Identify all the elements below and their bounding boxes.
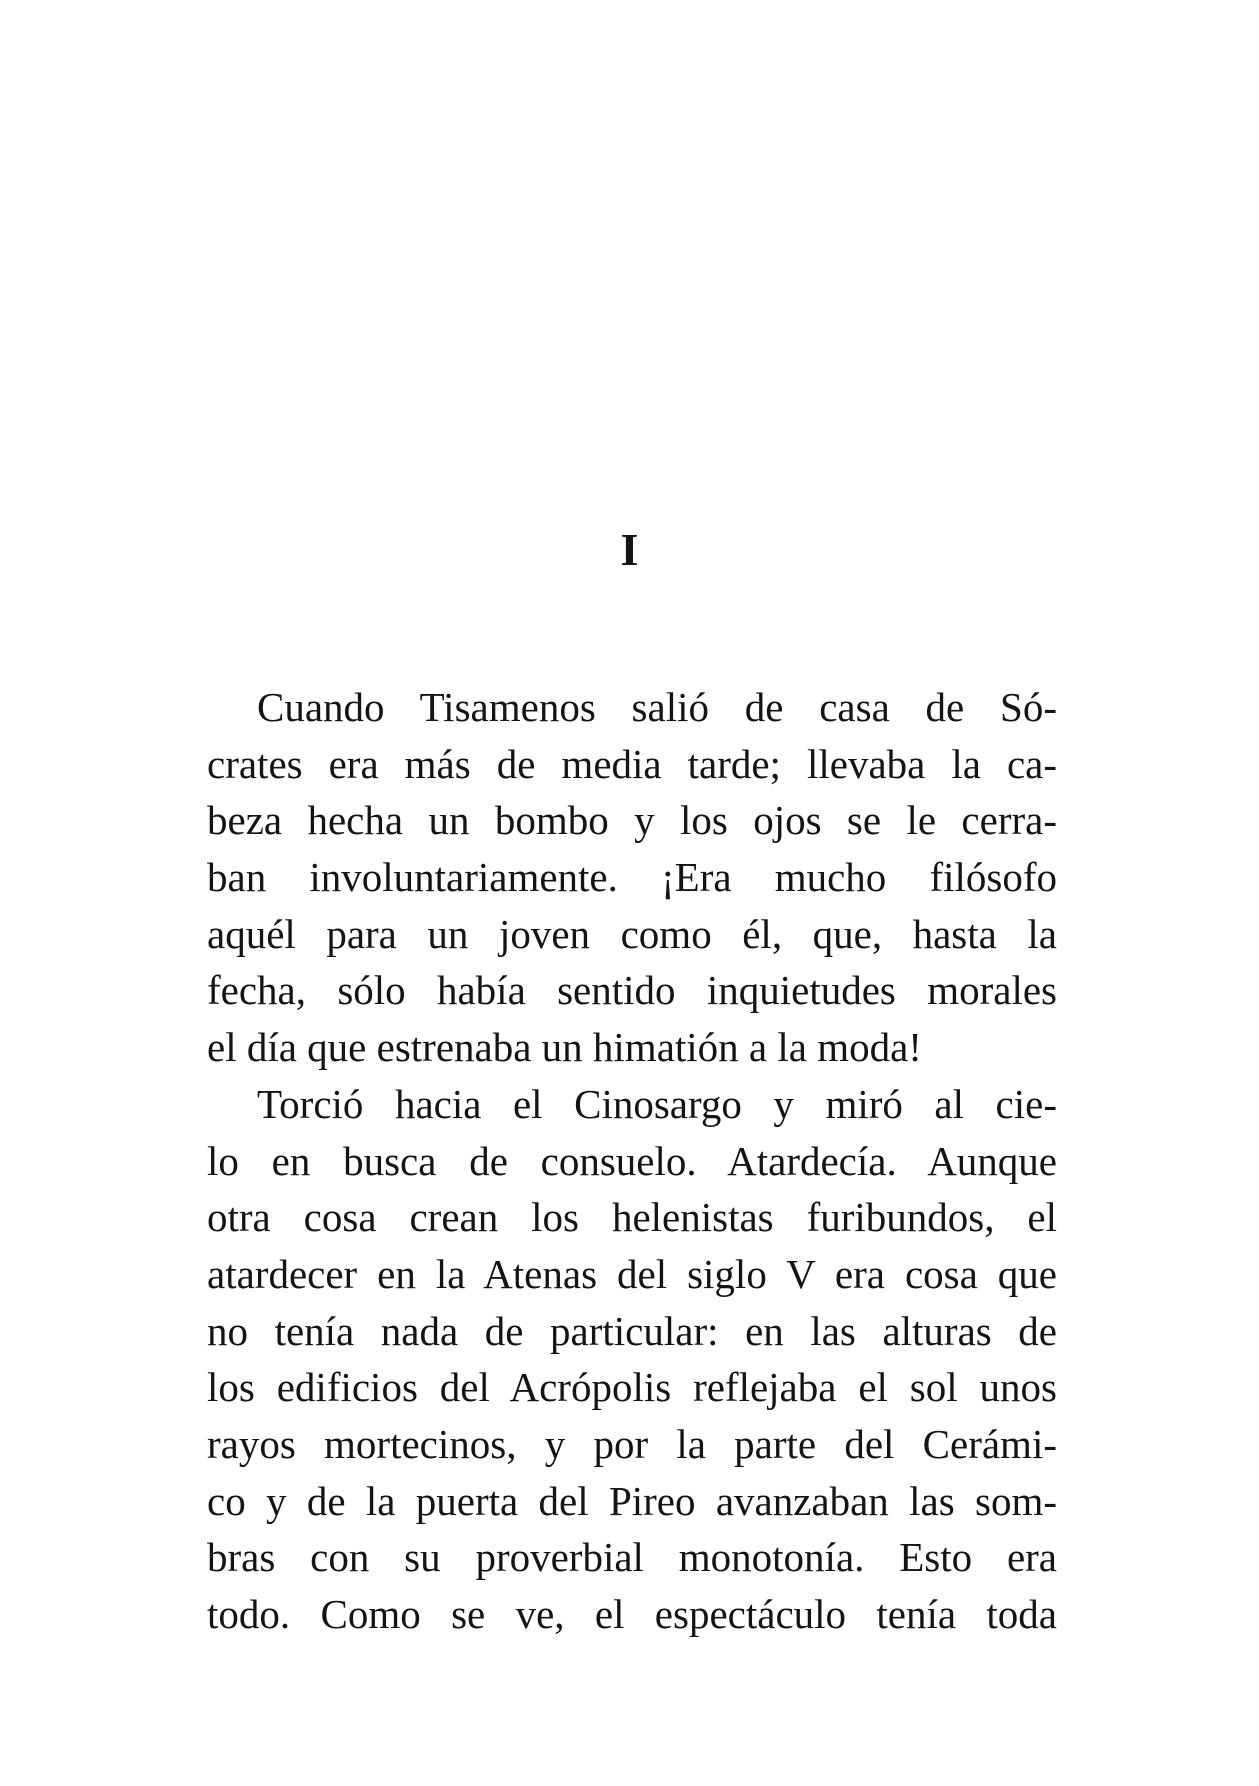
paragraph-1-line-1: Cuando Tisamenos salió de casa de Só- [257,684,1057,730]
paragraph-1-line-4: ban involuntariamente. ¡Era mucho filósofo [207,854,1057,901]
paragraph-2-line-9: bras con su proverbial monotonía. Esto era [207,1534,1057,1581]
paragraph-1-line-6: fecha, sólo había sentido inquietudes morales [207,967,1057,1014]
paragraph-2-line-3: otra cosa crean los helenistas furibundos, el [207,1194,1057,1241]
paragraph-1-line-7: el día que estrenaba un himatión a la moda! [207,1024,922,1071]
paragraph-2-line-7: rayos mortecinos, y por la parte del Cerámi- [207,1420,1057,1467]
paragraph-1-line-3: beza hecha un bombo y los ojos se le cerra- [207,797,1057,844]
chapter-number: I [620,524,639,575]
paragraph-2-line-4: atardecer en la Atenas del siglo V era cosa que [207,1250,1057,1297]
paragraph-1-line-2: crates era más de media tarde; llevaba la ca- [207,740,1057,787]
chapter-text [207,679,1057,1643]
paragraph-1-line-5: aquél para un joven como él, que, hasta la [207,910,1057,957]
paragraph-2-line-8: co y de la puerta del Pireo avanzaban las som- [207,1477,1057,1524]
paragraph-2-line-2: lo en busca de consuelo. Atardecía. Aunque [207,1137,1057,1184]
paragraph-2-line-6: los edificios del Acrópolis reflejaba el sol unos [207,1364,1057,1411]
paragraph-2-line-5: no tenía nada de particular: en las alturas de [207,1307,1057,1354]
paragraph-2-line-10: todo. Como se ve, el espectáculo tenía toda [207,1591,1057,1637]
paragraph-2-line-1: Torció hacia el Cinosargo y miró al cie- [257,1080,1057,1127]
